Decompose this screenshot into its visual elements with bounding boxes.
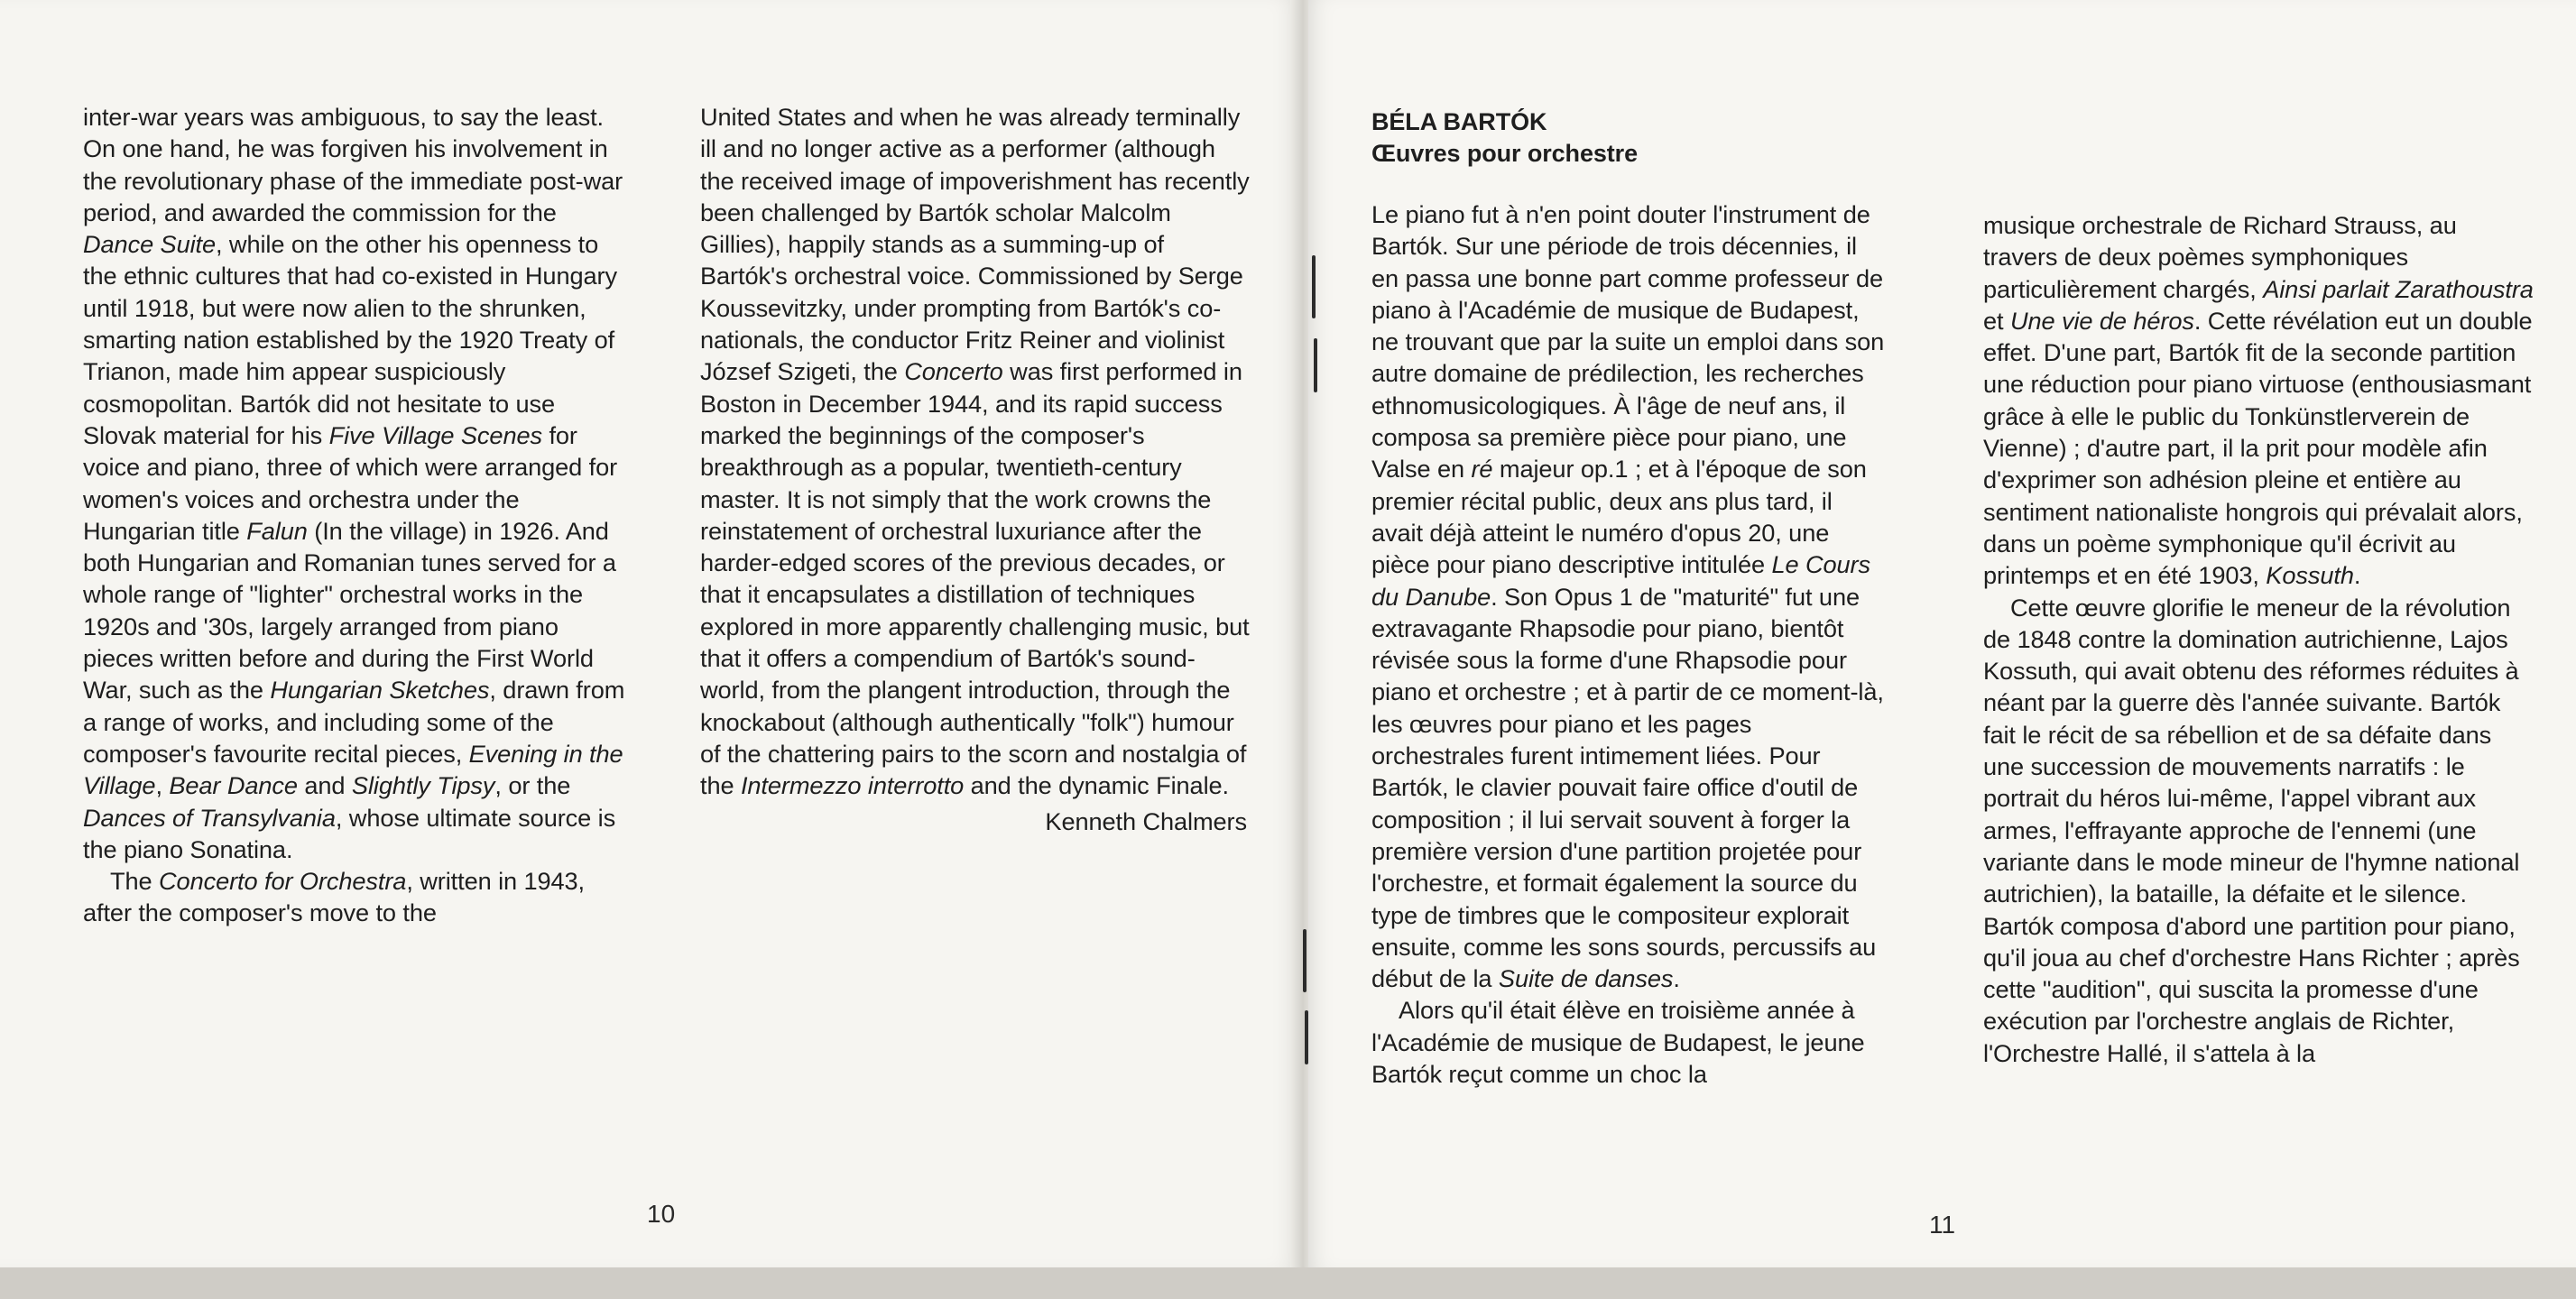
italic-title-text: Une vie de héros [2009,306,2194,335]
section-subheading: Œuvres pour orchestre [1371,140,1638,167]
author-signature: Kenneth Chalmers [1045,806,1247,835]
italic-title-text: Concerto for Orchestra [159,867,407,896]
text-run: Alors qu'il était élève en troisième année à l'Académie de musique de Budapest, le jeune Bartók reçut comme un choc la [1371,996,1865,1089]
text-run: Le piano fut à n'en point douter l'instrument de Bartók. Sur une période de trois décennies, il en passa une bonne part comme professeur de piano à l'Académie de musique de Budapest, ne trouvant que par la suite un emploi dans son autre domaine de prédilection, les recherches ethnomusicologiques. À l'âge de neuf ans, il composa sa première pièce pour piano, une Valse en [1371,200,1885,484]
text-run: . [1673,964,1680,993]
staple-mark-bottom-1 [1303,929,1306,992]
italic-title-text: Dance Suite [83,230,217,259]
italic-title-text: Evening in the Village [83,739,623,800]
italic-title-text: Five Village Scenes [328,420,542,449]
text-run: , written in 1943, after the composer's move to the [83,867,586,927]
text-run: , or the [494,771,571,800]
italic-title-text: ré [1471,455,1493,484]
text-run: United States and when he was already terminally ill and no longer active as a performer (although the received image of impoverishment has recently been challenged by Bartók scholar Malcolm Gillies), happily stands as a summing-up of Bartók's orchestral voice. Commissioned by Serge Koussevitzky, under prompting from Bartók's co-nationals, the conductor Fritz Reiner and violinist József Szigeti, the [700,103,1250,386]
paragraph [83,865,632,929]
paragraph [1983,592,2537,1069]
italic-title-text: Suite de danses [1498,964,1674,993]
italic-title-text: Bear Dance [169,771,298,800]
scan-bottom-edge [0,1267,2576,1299]
paragraph [1371,994,1886,1090]
text-run: musique orchestrale de Richard Strauss, au travers de deux poèmes symphoniques particulièrement chargés, [1983,211,2457,303]
paragraph [1371,198,1886,994]
right-page-column-1-body [1371,198,1886,1090]
text-run: , [155,771,170,800]
text-run: Cette œuvre glorifie le meneur de la révolution de 1848 contre la domination autrichienne, Lajos Kossuth, qui avait obtenu des réformes réduites à néant par la guerre dès l'année suivante. Bartók fait le récit de sa rébellion et de sa défaite dans une succession de mouvements narratifs : le portrait du héros lui-même, l'appel vibrant aux armes, l'effrayante approche de l'ennemi (une variante dans le mode mineur de l'hymne national autrichien), la bataille, la défaite et le silence. Bartók composa d'abord une partition pour piano, qu'il joua au chef d'orchestre Hans Richter ; après cette "audition", qui suscita la promesse d'une exécution par l'orchestre anglais de Richter, l'Orchestre Hallé, il s'attela à la [1983,593,2520,1067]
text-run: The [110,867,160,896]
page-number-right: 11 [1929,1211,1956,1239]
left-page-column-1 [83,101,632,929]
text-run: . [2353,561,2361,590]
text-run: . Son Opus 1 de "maturité" fut une extravagante Rhapsodie pour piano, bientôt révisée sous la forme d'une Rhapsodie pour piano et orchestre ; et à partir de ce moment-là, les œuvres pour piano et les pages orchestrales furent intimement liées. Pour Bartók, le clavier pouvait faire office d'outil de composition ; il lui servait souvent à forger la première version d'une partition projetée pour l'orchestre, et formait également la source du type de timbres que le compositeur explorait ensuite, comme les sons sourds, percussifs au début de la [1371,582,1884,993]
text-run: was first performed in Boston in December 1944, and its rapid success marked the beginnings of the composer's breakthrough as a popular, twentieth-century master. It is not simply that the work crowns the reinstatement of orchestral luxuriance after the harder-edged scores of the previous decades, or that it encapsulates a distillation of techniques explored in more apparently challenging music, but that it offers a compendium of Bartók's sound-world, from the plangent introduction, through the knockabout (although authentically "folk") humour of the chattering pairs to the scorn and nostalgia of the [700,357,1250,800]
italic-title-text: Slightly Tipsy [351,771,495,800]
right-page-column-2 [1983,209,2537,1069]
text-run: and [297,771,352,800]
italic-title-text: Dances of Transylvania [83,803,336,832]
italic-title-text: Hungarian Sketches [270,676,490,705]
text-run: , whose ultimate source is the piano Sonatina. [83,803,616,863]
text-run: for voice and piano, three of which were arranged for women's voices and orchestra under the Hungarian title [83,420,618,545]
paragraph [1983,209,2537,592]
left-page-column-2 [700,101,1252,837]
staple-mark-bottom-2 [1305,1010,1308,1064]
italic-title-text: Intermezzo interrotto [740,771,965,800]
right-page-column-1 [1371,106,1886,1090]
paragraph [83,101,632,865]
staple-mark-top-2 [1314,338,1317,392]
text-run: inter-war years was ambiguous, to say the least. On one hand, he was forgiven his involvement in the revolutionary phase of the immediate post-war period, and awarded the commission for the [83,103,623,226]
left-page [0,0,1297,1267]
staple-mark-top-1 [1312,255,1316,318]
text-run: et [1983,306,2010,335]
page-number-left: 10 [647,1200,676,1228]
section-heading: BÉLA BARTÓK [1371,108,1547,135]
text-run: majeur op.1 ; et à l'époque de son premier récital public, deux ans plus tard, il avait déjà atteint le numéro d'opus 20, une pièce pour piano descriptive intitulée [1371,455,1867,579]
text-run: , while on the other his openness to the ethnic cultures that had co-existed in Hungary until 1918, but were now alien to the shrunken, smarting nation established by the 1920 Treaty of Trianon, made him appear suspiciously cosmopolitan. Bartók did not hesitate to use Slovak material for his [83,230,617,449]
left-page-column-2-body [700,101,1252,802]
italic-title-text: Kossuth [2266,561,2354,590]
text-run: (In the village) in 1926. And both Hungarian and Romanian tunes served for a whole range of "lighter" orchestral works in the 1920s and '30s, largely arranged from piano pieces written before and during the First World War, such as the [83,516,616,705]
text-run: . Cette révélation eut un double effet. D'une part, Bartók fit de la seconde partition une réduction pour piano virtuose (enthousiasmant grâce à elle le public du Tonkünstlerverein de Vienne) ; d'autre part, il la prit pour modèle afin d'exprimer son adhésion pleine et entière au sentiment nationaliste hongrois qui prévalait alors, dans un poème symphonique qu'il écrivit au printemps et en été 1903, [1983,306,2533,590]
text-run: , drawn from a range of works, and including some of the composer's favourite recital pieces, [83,676,625,768]
italic-title-text: Le Cours du Danube [1371,550,1870,611]
italic-title-text: Concerto [904,357,1003,386]
paragraph [700,101,1252,802]
text-run: and the dynamic Finale. [964,771,1229,800]
italic-title-text: Falun [246,516,308,545]
italic-title-text: Ainsi parlait Zarathoustra [2263,274,2534,303]
